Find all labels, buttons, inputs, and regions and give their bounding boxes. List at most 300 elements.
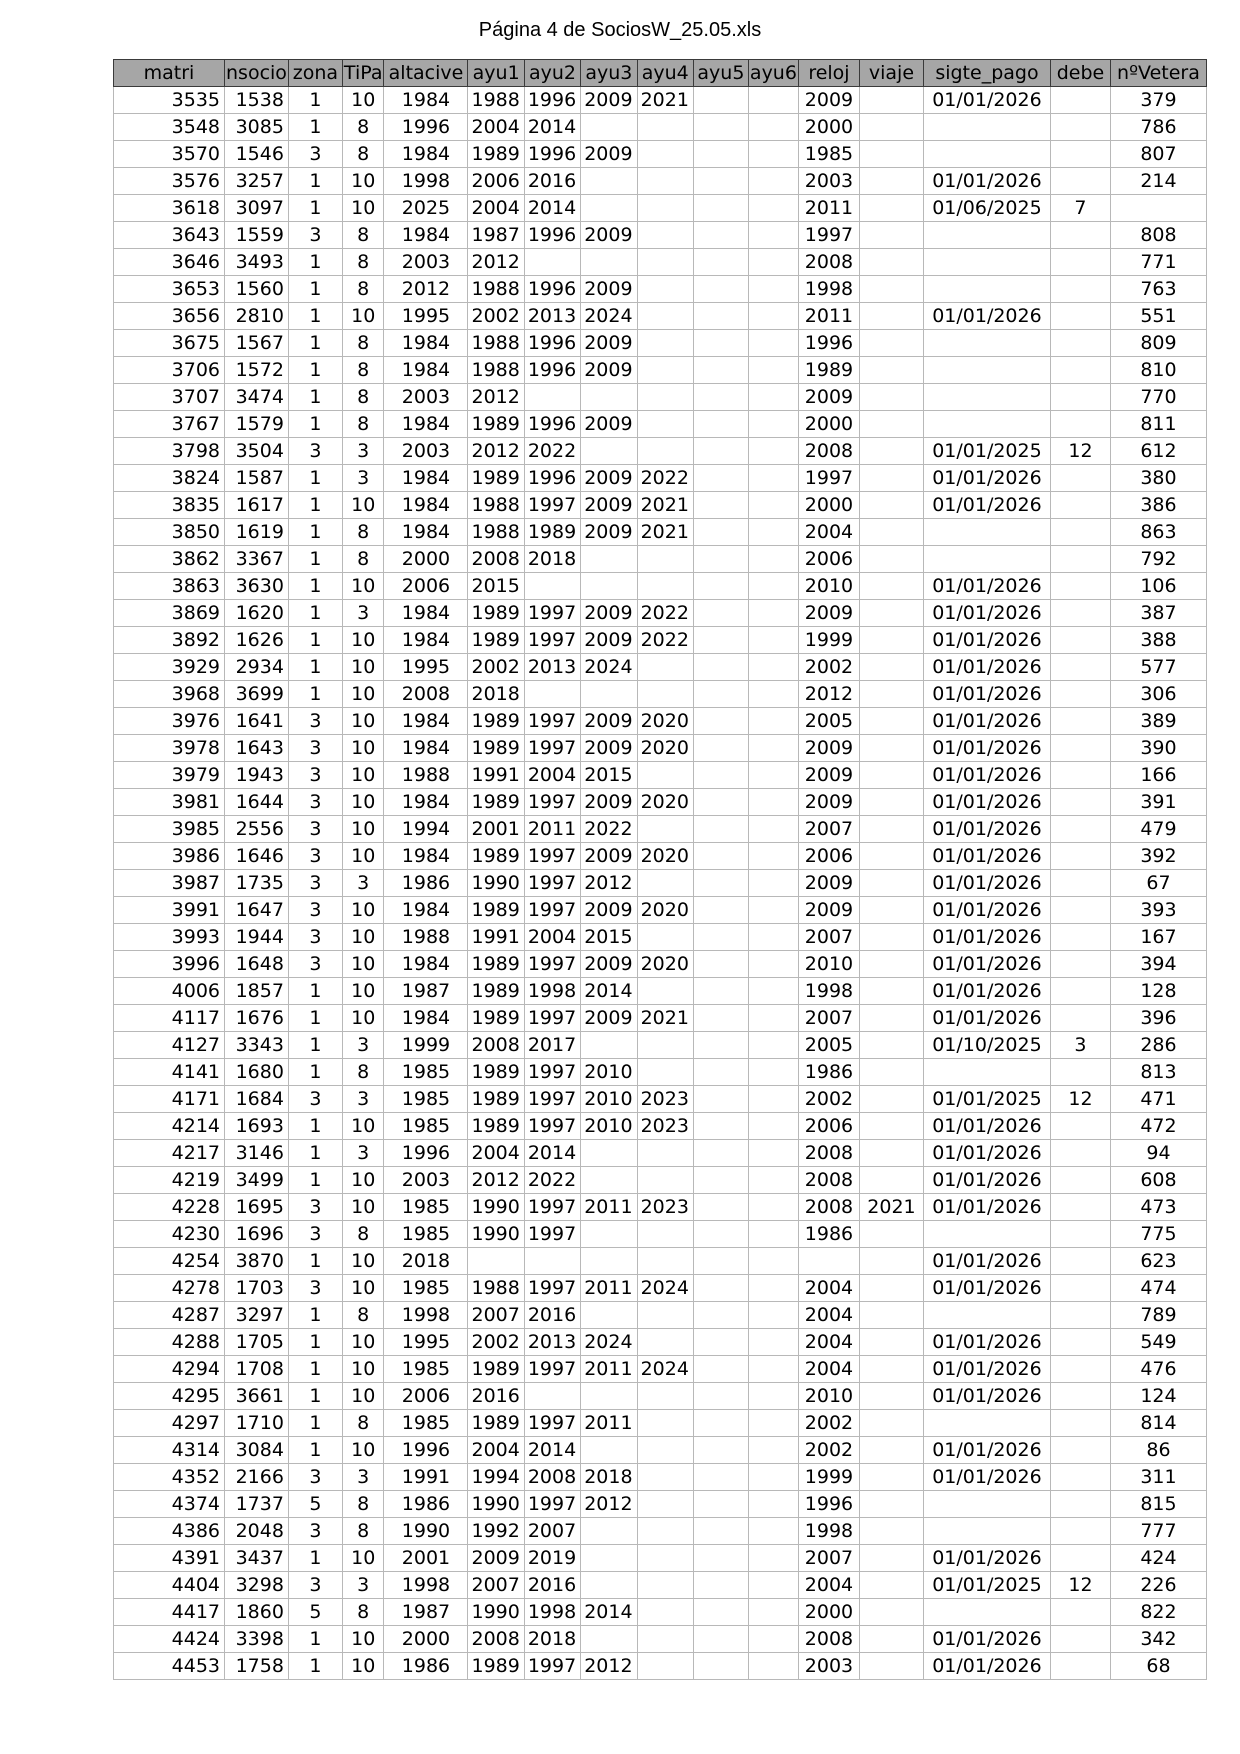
cell-tipa: 10 (342, 762, 384, 789)
cell-nvetera: 577 (1110, 654, 1206, 681)
cell-ayu6 (748, 1356, 798, 1383)
table-row (114, 627, 1207, 654)
cell-ayu3: 2009 (581, 357, 637, 384)
cell-ayu5 (693, 600, 748, 627)
cell-sigte-pago: 01/01/2026 (923, 492, 1050, 519)
cell-ayu2: 1997 (524, 600, 580, 627)
cell-nvetera: 166 (1110, 762, 1206, 789)
cell-matri: 3987 (114, 870, 225, 897)
cell-tipa: 10 (342, 1437, 384, 1464)
cell-ayu5 (693, 1086, 748, 1113)
cell-nvetera: 814 (1110, 1410, 1206, 1437)
cell-zona: 1 (288, 195, 342, 222)
cell-nsocio: 3084 (225, 1437, 289, 1464)
cell-reloj: 2004 (798, 1302, 859, 1329)
cell-debe (1050, 627, 1110, 654)
cell-ayu4 (637, 762, 693, 789)
cell-ayu1: 1988 (468, 1275, 524, 1302)
cell-ayu2: 2014 (524, 195, 580, 222)
cell-matri: 4127 (114, 1032, 225, 1059)
cell-ayu5 (693, 627, 748, 654)
cell-ayu5 (693, 222, 748, 249)
cell-ayu2: 2019 (524, 1545, 580, 1572)
table-row (114, 1491, 1207, 1518)
cell-reloj: 2003 (798, 1653, 859, 1680)
cell-ayu4: 2020 (637, 789, 693, 816)
cell-nvetera: 777 (1110, 1518, 1206, 1545)
cell-tipa: 8 (342, 384, 384, 411)
cell-viaje (859, 1005, 923, 1032)
cell-viaje (859, 924, 923, 951)
cell-matri: 4288 (114, 1329, 225, 1356)
cell-tipa: 8 (342, 276, 384, 303)
cell-ayu4 (637, 1248, 693, 1275)
cell-nvetera: 379 (1110, 87, 1206, 114)
cell-matri: 4314 (114, 1437, 225, 1464)
cell-nsocio: 1735 (225, 870, 289, 897)
cell-nvetera: 473 (1110, 1194, 1206, 1221)
cell-matri: 4295 (114, 1383, 225, 1410)
cell-matri: 4219 (114, 1167, 225, 1194)
cell-ayu5 (693, 249, 748, 276)
cell-zona: 3 (288, 708, 342, 735)
cell-zona: 3 (288, 843, 342, 870)
cell-ayu6 (748, 1032, 798, 1059)
cell-viaje (859, 1599, 923, 1626)
cell-ayu5 (693, 735, 748, 762)
column-header-matri: matri (114, 60, 225, 87)
cell-sigte-pago: 01/01/2026 (923, 1626, 1050, 1653)
cell-debe (1050, 249, 1110, 276)
cell-zona: 3 (288, 1275, 342, 1302)
cell-ayu5 (693, 1572, 748, 1599)
cell-nsocio: 3499 (225, 1167, 289, 1194)
cell-reloj: 2005 (798, 708, 859, 735)
cell-sigte-pago: 01/01/2026 (923, 1113, 1050, 1140)
cell-tipa: 8 (342, 357, 384, 384)
cell-ayu1: 1989 (468, 627, 524, 654)
cell-debe (1050, 87, 1110, 114)
cell-altacive: 2006 (384, 1383, 468, 1410)
cell-debe (1050, 1383, 1110, 1410)
cell-zona: 1 (288, 168, 342, 195)
cell-tipa: 10 (342, 681, 384, 708)
cell-nvetera: 623 (1110, 1248, 1206, 1275)
cell-nvetera: 808 (1110, 222, 1206, 249)
cell-altacive: 1984 (384, 492, 468, 519)
cell-zona: 1 (288, 1059, 342, 1086)
cell-ayu1: 1989 (468, 1356, 524, 1383)
cell-debe (1050, 1221, 1110, 1248)
cell-ayu3: 2010 (581, 1113, 637, 1140)
cell-nsocio: 1538 (225, 87, 289, 114)
cell-tipa: 10 (342, 816, 384, 843)
cell-ayu6 (748, 1275, 798, 1302)
cell-ayu5 (693, 1626, 748, 1653)
table-row (114, 978, 1207, 1005)
cell-zona: 1 (288, 519, 342, 546)
cell-debe (1050, 1653, 1110, 1680)
cell-sigte-pago: 01/01/2025 (923, 438, 1050, 465)
cell-nsocio: 1567 (225, 330, 289, 357)
cell-nsocio: 1647 (225, 897, 289, 924)
cell-ayu4 (637, 384, 693, 411)
cell-ayu3 (581, 1383, 637, 1410)
cell-ayu3: 2012 (581, 1653, 637, 1680)
cell-tipa: 8 (342, 1221, 384, 1248)
cell-altacive: 1994 (384, 816, 468, 843)
cell-nsocio: 3493 (225, 249, 289, 276)
column-header-ayu2: ayu2 (524, 60, 580, 87)
cell-sigte-pago: 01/01/2026 (923, 1248, 1050, 1275)
cell-ayu5 (693, 1275, 748, 1302)
cell-ayu5 (693, 168, 748, 195)
cell-viaje (859, 789, 923, 816)
cell-tipa: 8 (342, 1410, 384, 1437)
cell-ayu1: 1989 (468, 1653, 524, 1680)
cell-nsocio: 1641 (225, 708, 289, 735)
cell-ayu4 (637, 168, 693, 195)
table-row (114, 1140, 1207, 1167)
cell-ayu3 (581, 195, 637, 222)
cell-tipa: 10 (342, 1545, 384, 1572)
cell-matri: 4374 (114, 1491, 225, 1518)
cell-matri: 3929 (114, 654, 225, 681)
cell-reloj: 2008 (798, 1167, 859, 1194)
cell-ayu5 (693, 1491, 748, 1518)
cell-debe (1050, 330, 1110, 357)
cell-ayu5 (693, 1194, 748, 1221)
cell-ayu1: 1989 (468, 1005, 524, 1032)
cell-matri: 4453 (114, 1653, 225, 1680)
cell-ayu1: 1988 (468, 276, 524, 303)
cell-reloj: 1996 (798, 330, 859, 357)
cell-ayu3 (581, 1626, 637, 1653)
cell-tipa: 8 (342, 1518, 384, 1545)
cell-altacive: 2003 (384, 249, 468, 276)
cell-altacive: 1984 (384, 600, 468, 627)
cell-altacive: 1985 (384, 1194, 468, 1221)
cell-ayu4: 2023 (637, 1113, 693, 1140)
cell-ayu6 (748, 1518, 798, 1545)
cell-matri: 3979 (114, 762, 225, 789)
column-header-zona: zona (288, 60, 342, 87)
cell-altacive: 1996 (384, 1140, 468, 1167)
cell-ayu6 (748, 951, 798, 978)
cell-viaje (859, 1329, 923, 1356)
cell-ayu4: 2020 (637, 843, 693, 870)
cell-reloj: 2009 (798, 384, 859, 411)
cell-debe (1050, 303, 1110, 330)
cell-altacive: 1991 (384, 1464, 468, 1491)
cell-ayu6 (748, 1221, 798, 1248)
cell-tipa: 10 (342, 627, 384, 654)
cell-ayu4 (637, 195, 693, 222)
cell-sigte-pago: 01/01/2026 (923, 1329, 1050, 1356)
cell-nvetera: 612 (1110, 438, 1206, 465)
cell-sigte-pago: 01/01/2026 (923, 600, 1050, 627)
cell-altacive: 1998 (384, 1302, 468, 1329)
cell-nvetera: 311 (1110, 1464, 1206, 1491)
cell-ayu6 (748, 492, 798, 519)
cell-sigte-pago: 01/01/2026 (923, 303, 1050, 330)
cell-matri: 3986 (114, 843, 225, 870)
cell-sigte-pago (923, 1059, 1050, 1086)
cell-reloj: 2004 (798, 1356, 859, 1383)
cell-nvetera: 424 (1110, 1545, 1206, 1572)
table-row (114, 1221, 1207, 1248)
cell-reloj: 2008 (798, 1194, 859, 1221)
cell-sigte-pago: 01/01/2026 (923, 1383, 1050, 1410)
cell-sigte-pago (923, 222, 1050, 249)
cell-ayu6 (748, 627, 798, 654)
cell-tipa: 3 (342, 1464, 384, 1491)
cell-ayu5 (693, 1032, 748, 1059)
table-row (114, 222, 1207, 249)
cell-ayu5 (693, 870, 748, 897)
cell-ayu1: 1989 (468, 951, 524, 978)
cell-matri: 4404 (114, 1572, 225, 1599)
cell-ayu2: 2007 (524, 1518, 580, 1545)
cell-zona: 1 (288, 357, 342, 384)
cell-altacive: 2012 (384, 276, 468, 303)
cell-ayu5 (693, 465, 748, 492)
cell-sigte-pago (923, 1518, 1050, 1545)
cell-ayu3: 2011 (581, 1410, 637, 1437)
cell-zona: 1 (288, 1113, 342, 1140)
cell-sigte-pago: 01/01/2026 (923, 681, 1050, 708)
cell-altacive: 1984 (384, 330, 468, 357)
cell-sigte-pago (923, 1221, 1050, 1248)
cell-zona: 1 (288, 87, 342, 114)
cell-reloj: 2004 (798, 519, 859, 546)
cell-debe (1050, 276, 1110, 303)
cell-sigte-pago: 01/01/2026 (923, 1437, 1050, 1464)
cell-altacive: 2003 (384, 438, 468, 465)
cell-nsocio: 2810 (225, 303, 289, 330)
cell-ayu1: 1988 (468, 87, 524, 114)
cell-ayu3: 2009 (581, 276, 637, 303)
cell-viaje (859, 1410, 923, 1437)
cell-zona: 1 (288, 1545, 342, 1572)
table-row (114, 1437, 1207, 1464)
cell-ayu2: 1997 (524, 1059, 580, 1086)
cell-ayu3: 2011 (581, 1275, 637, 1302)
cell-ayu4: 2022 (637, 627, 693, 654)
cell-altacive: 1984 (384, 411, 468, 438)
cell-ayu2: 2014 (524, 114, 580, 141)
table-row (114, 303, 1207, 330)
cell-ayu4: 2020 (637, 951, 693, 978)
cell-debe: 12 (1050, 1086, 1110, 1113)
cell-zona: 1 (288, 249, 342, 276)
cell-ayu4 (637, 1059, 693, 1086)
cell-tipa: 10 (342, 924, 384, 951)
cell-ayu2: 1997 (524, 492, 580, 519)
cell-ayu6 (748, 249, 798, 276)
cell-sigte-pago (923, 1302, 1050, 1329)
cell-nvetera: 390 (1110, 735, 1206, 762)
cell-viaje (859, 249, 923, 276)
cell-ayu2: 2008 (524, 1464, 580, 1491)
cell-ayu1: 1989 (468, 708, 524, 735)
cell-zona: 3 (288, 924, 342, 951)
cell-matri: 3570 (114, 141, 225, 168)
cell-ayu3: 2012 (581, 1491, 637, 1518)
cell-debe (1050, 735, 1110, 762)
cell-ayu3: 2009 (581, 843, 637, 870)
cell-altacive: 2001 (384, 1545, 468, 1572)
cell-zona: 3 (288, 141, 342, 168)
cell-viaje (859, 978, 923, 1005)
cell-ayu4 (637, 222, 693, 249)
cell-nsocio: 1579 (225, 411, 289, 438)
cell-zona: 3 (288, 1221, 342, 1248)
cell-ayu6 (748, 708, 798, 735)
cell-viaje (859, 708, 923, 735)
cell-tipa: 8 (342, 1302, 384, 1329)
cell-zona: 1 (288, 1626, 342, 1653)
cell-ayu6 (748, 357, 798, 384)
cell-sigte-pago: 01/01/2026 (923, 1653, 1050, 1680)
cell-ayu6 (748, 1059, 798, 1086)
cell-altacive: 1984 (384, 897, 468, 924)
cell-ayu6 (748, 681, 798, 708)
cell-ayu1: 1991 (468, 924, 524, 951)
cell-ayu6 (748, 978, 798, 1005)
cell-altacive: 1985 (384, 1059, 468, 1086)
cell-reloj: 2006 (798, 1113, 859, 1140)
cell-tipa: 3 (342, 1572, 384, 1599)
cell-nvetera: 394 (1110, 951, 1206, 978)
cell-matri: 3991 (114, 897, 225, 924)
cell-ayu2: 1997 (524, 1275, 580, 1302)
cell-ayu6 (748, 546, 798, 573)
cell-debe (1050, 951, 1110, 978)
cell-viaje (859, 276, 923, 303)
cell-ayu3 (581, 1032, 637, 1059)
cell-tipa: 8 (342, 249, 384, 276)
cell-nsocio: 1587 (225, 465, 289, 492)
cell-ayu2: 1997 (524, 1410, 580, 1437)
cell-nvetera: 86 (1110, 1437, 1206, 1464)
cell-ayu5 (693, 762, 748, 789)
cell-viaje (859, 330, 923, 357)
cell-ayu2: 1997 (524, 789, 580, 816)
cell-nvetera: 391 (1110, 789, 1206, 816)
cell-ayu5 (693, 1356, 748, 1383)
cell-ayu4 (637, 330, 693, 357)
cell-ayu2: 1997 (524, 1005, 580, 1032)
cell-ayu2: 2016 (524, 1302, 580, 1329)
cell-ayu6 (748, 465, 798, 492)
cell-ayu5 (693, 681, 748, 708)
cell-viaje (859, 573, 923, 600)
cell-reloj: 1986 (798, 1221, 859, 1248)
cell-debe (1050, 1275, 1110, 1302)
cell-zona: 1 (288, 978, 342, 1005)
cell-ayu6 (748, 762, 798, 789)
cell-debe (1050, 1356, 1110, 1383)
cell-tipa: 10 (342, 492, 384, 519)
cell-debe (1050, 465, 1110, 492)
cell-ayu1: 2016 (468, 1383, 524, 1410)
cell-ayu4: 2020 (637, 897, 693, 924)
cell-reloj: 1997 (798, 465, 859, 492)
cell-sigte-pago: 01/06/2025 (923, 195, 1050, 222)
cell-nsocio: 1643 (225, 735, 289, 762)
cell-zona: 5 (288, 1599, 342, 1626)
cell-ayu2: 1997 (524, 1113, 580, 1140)
cell-reloj: 1989 (798, 357, 859, 384)
cell-ayu6 (748, 870, 798, 897)
cell-nvetera: 474 (1110, 1275, 1206, 1302)
cell-ayu3 (581, 1437, 637, 1464)
table-row (114, 1005, 1207, 1032)
cell-matri: 3653 (114, 276, 225, 303)
cell-reloj: 2004 (798, 1572, 859, 1599)
cell-ayu4 (637, 1599, 693, 1626)
cell-ayu1: 1989 (468, 465, 524, 492)
table-row (114, 141, 1207, 168)
cell-nvetera: 214 (1110, 168, 1206, 195)
cell-reloj: 2011 (798, 303, 859, 330)
cell-ayu6 (748, 1140, 798, 1167)
cell-zona: 5 (288, 1491, 342, 1518)
cell-debe: 12 (1050, 1572, 1110, 1599)
cell-viaje (859, 1356, 923, 1383)
cell-debe (1050, 492, 1110, 519)
cell-matri: 3548 (114, 114, 225, 141)
cell-ayu5 (693, 384, 748, 411)
cell-altacive: 1995 (384, 654, 468, 681)
cell-ayu4 (637, 681, 693, 708)
table-row (114, 789, 1207, 816)
cell-reloj: 2006 (798, 546, 859, 573)
cell-nsocio: 2166 (225, 1464, 289, 1491)
cell-reloj: 2010 (798, 1383, 859, 1410)
cell-ayu1: 1989 (468, 978, 524, 1005)
cell-nsocio: 3398 (225, 1626, 289, 1653)
cell-ayu4 (637, 978, 693, 1005)
column-header-nsocio: nsocio (225, 60, 289, 87)
cell-nvetera: 811 (1110, 411, 1206, 438)
cell-nsocio: 1696 (225, 1221, 289, 1248)
table-row (114, 1356, 1207, 1383)
cell-ayu6 (748, 330, 798, 357)
table-row (114, 762, 1207, 789)
cell-altacive: 1984 (384, 789, 468, 816)
cell-ayu4: 2023 (637, 1194, 693, 1221)
cell-ayu6 (748, 1329, 798, 1356)
cell-ayu4 (637, 1329, 693, 1356)
cell-ayu5 (693, 303, 748, 330)
cell-zona: 3 (288, 870, 342, 897)
cell-reloj: 2008 (798, 249, 859, 276)
table-row (114, 330, 1207, 357)
cell-ayu1: 1990 (468, 870, 524, 897)
cell-zona: 1 (288, 411, 342, 438)
cell-ayu5 (693, 1437, 748, 1464)
cell-ayu3 (581, 1221, 637, 1248)
cell-matri: 3675 (114, 330, 225, 357)
cell-ayu4 (637, 816, 693, 843)
cell-reloj: 2000 (798, 492, 859, 519)
cell-altacive: 2003 (384, 384, 468, 411)
cell-nsocio: 1619 (225, 519, 289, 546)
cell-debe (1050, 1626, 1110, 1653)
cell-debe (1050, 1194, 1110, 1221)
